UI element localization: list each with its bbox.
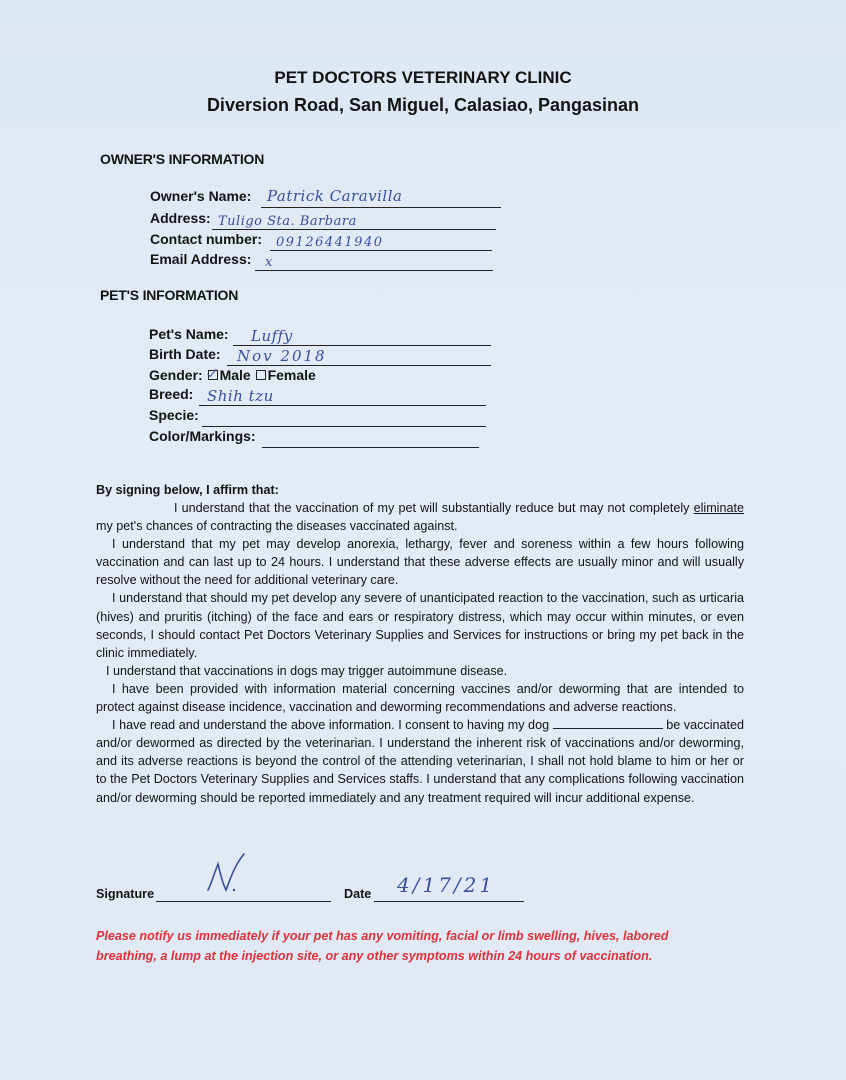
signature-label: Signature (96, 887, 155, 901)
contact-label: Contact number: (150, 231, 262, 247)
color-markings-label: Color/Markings: (149, 428, 256, 444)
signature-line[interactable] (156, 901, 331, 902)
contact-value: 09126441940 (276, 235, 384, 250)
contact-line[interactable] (270, 232, 492, 251)
email-value: x (265, 255, 273, 270)
affirmation-body (96, 499, 744, 807)
dog-name-blank[interactable] (553, 718, 663, 729)
email-label: Email Address: (150, 251, 252, 267)
affirmation-paragraph-4: I understand that vaccinations in dogs may trigger autoimmune disease. (106, 663, 508, 678)
specie-label: Specie: (149, 407, 199, 423)
birth-date-line[interactable] (227, 347, 491, 366)
pet-name-line[interactable] (233, 327, 491, 346)
pet-name-label: Pet's Name: (149, 326, 229, 342)
address-line[interactable] (212, 211, 496, 230)
clinic-address: Diversion Road, San Miguel, Calasiao, Pangasinan (206, 95, 640, 115)
p1-text-a: I understand that the vaccination of my pet will substantially reduce but may not completely (174, 501, 690, 515)
owner-section-title: OWNER'S INFORMATION (100, 151, 265, 167)
affirmation-paragraph-1 (96, 499, 744, 535)
address-field (150, 210, 357, 229)
breed-value: Shih tzu (207, 387, 274, 405)
owner-name-field (150, 187, 403, 206)
owner-name-value: Patrick Caravilla (267, 187, 403, 205)
pet-name-field (149, 326, 293, 345)
signed-date-value: 4/17/21 (397, 873, 496, 897)
female-checkbox[interactable] (256, 370, 266, 380)
affirmation-paragraph-5: I have been provided with information material concerning vaccines and/or deworming that are intended to protect against disease incidence, vaccination and deworming recommendations and adverse reactions. (96, 681, 744, 715)
birth-date-field (149, 346, 327, 365)
affirmation-paragraph-2: I understand that my pet may develop anorexia, lethargy, fever and soreness within a few hours following vaccination and can last up to 24 hours. I understand that these adverse effects are usually minor and will usually resolve without the need for additional veterinary care. (96, 537, 744, 588)
red-notice: Please notify us immediately if your pet has any vomiting, facial or limb swelling, hives, labored breathing, a lump at the injection site, or any other symptoms within 24 hours of vaccination. (96, 929, 669, 963)
breed-field (149, 386, 274, 405)
breed-line[interactable] (199, 387, 486, 406)
female-label: Female (267, 367, 316, 383)
birth-date-value: Nov 2018 (237, 347, 327, 365)
male-checkbox[interactable] (208, 370, 218, 380)
gender-label: Gender: (149, 367, 203, 383)
pet-section-title: PET'S INFORMATION (100, 287, 239, 303)
pet-name-value: Luffy (251, 327, 293, 345)
p6-text-a: I have read and understand the above information. I consent to having my dog (112, 718, 550, 733)
address-label: Address: (150, 210, 211, 226)
p1-text-b: my pet's chances of contracting the diseases vaccinated against. (96, 519, 458, 534)
male-label: Male (219, 367, 251, 383)
owner-name-line[interactable] (261, 189, 501, 208)
specie-field (149, 407, 199, 425)
birth-date-label: Birth Date: (149, 346, 221, 362)
affirmation-paragraph-3: I understand that should my pet develop any severe of unanticipated reaction to the vaccination, such as urticaria (hives) and pruritis (itching) of the face and ears or respiratory distress, which may occur within minutes, or even seconds, I should contact Pet Doctors Veterinary Supplies and Services for instructions or bring my pet back in the clinic immediately. (96, 591, 744, 660)
color-markings-field (149, 428, 256, 446)
date-line[interactable] (374, 901, 524, 902)
color-markings-line[interactable] (262, 429, 479, 448)
email-field (150, 251, 273, 270)
contact-field (150, 231, 384, 250)
affirmation-paragraph-6 (96, 716, 744, 806)
handwritten-signature (204, 852, 254, 897)
p1-underlined: eliminate (693, 501, 744, 515)
p6-text-b: be vaccinated and/or dewormed as directed by the veterinarian. I understand the inherent risk of vaccinations and/or deworming, and its adverse reactions is beyond the control of the attending veterinarian, I shall not hold blame to him or her or to the Pet Doctors Veterinary Supplies and Services staffs. I understand that any complications following vaccination and/or deworming should be reported immediately and any treatment required will incur additional expense. (96, 718, 745, 805)
gender-field (149, 367, 316, 385)
clinic-name: PET DOCTORS VETERINARY CLINIC (274, 68, 572, 87)
affirmation-intro: By signing below, I affirm that: (96, 483, 279, 497)
date-label: Date (344, 887, 372, 901)
owner-name-label: Owner's Name: (150, 188, 252, 204)
breed-label: Breed: (149, 386, 194, 402)
email-line[interactable] (255, 252, 493, 271)
address-value: Tuligo Sta. Barbara (218, 214, 357, 229)
specie-line[interactable] (202, 408, 486, 427)
